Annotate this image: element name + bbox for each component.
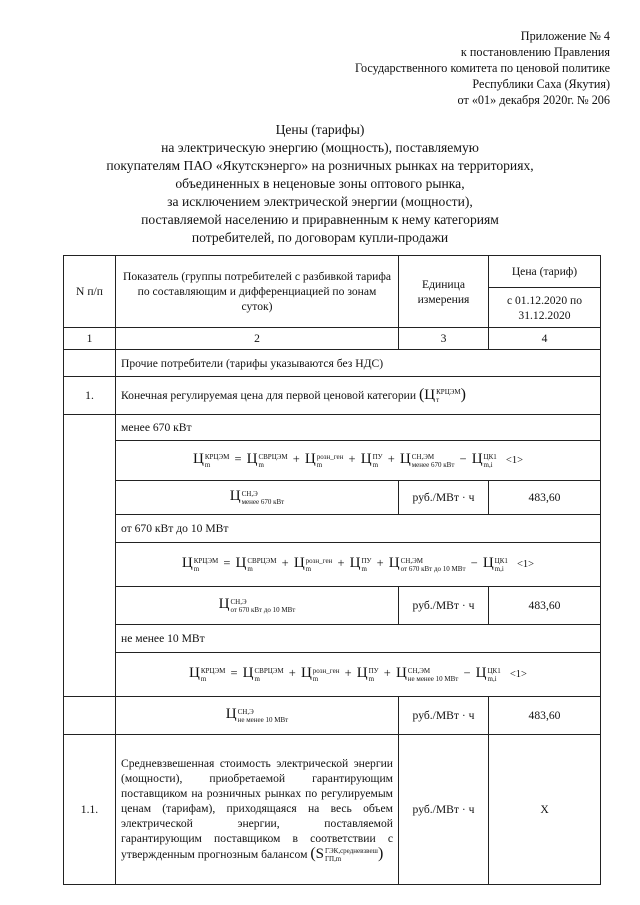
- header-period: с 01.12.2020 по 31.12.2020: [489, 288, 601, 328]
- title-line: объединенных в неценовые зоны оптового рынка,: [175, 176, 465, 191]
- component-symbol: Ц СН,Э от 670 кВт до 10 МВт: [116, 587, 399, 625]
- header-price: Цена (тариф): [489, 256, 601, 288]
- item-final-price-label: Конечная регулируемая цена для первой ценовой категории (Ц КРЦЭМ т ): [116, 377, 601, 415]
- appendix-line: к постановлению Правления: [460, 45, 610, 59]
- tariff-table: [63, 255, 601, 885]
- unit-cell: руб./МВт · ч: [399, 481, 489, 515]
- price-formula: Ц КРЦЭМ m = Ц СВРЦЭМ m + Ц розн_ген m + Ц ПУ m + Ц СН,ЭМ не менее 10 МВт − Ц ЦК1 m,i <1>: [116, 653, 601, 697]
- title-line: потребителей, по договорам купли-продажи: [191, 230, 449, 245]
- price-value: X: [489, 735, 601, 885]
- component-symbol: Ц СН,Э не менее 10 МВт: [116, 697, 399, 735]
- appendix-line: от «01» декабря 2020г. № 206: [457, 93, 610, 107]
- price-formula: Ц КРЦЭМ m = Ц СВРЦЭМ m + Ц розн_ген m + Ц ПУ m + Ц СН,ЭМ от 670 кВт до 10 МВт − Ц ЦК1 m,i <1>: [116, 543, 601, 587]
- unit-cell: руб./МВт · ч: [399, 735, 489, 885]
- section-other-consumers: Прочие потребители (тарифы указываются без НДС): [116, 350, 601, 377]
- item-number: 1.: [64, 377, 116, 415]
- group-label: менее 670 кВт: [116, 415, 601, 441]
- price-value: 483,60: [489, 697, 601, 735]
- header-number: N п/п: [64, 256, 116, 328]
- unit-cell: руб./МВт · ч: [399, 697, 489, 735]
- col-number-3: 3: [399, 328, 489, 350]
- title-line: поставляемой населению и приравненным к нему категориям: [141, 212, 499, 227]
- title-line: покупателям ПАО «Якутскэнерго» на розничных рынках на территориях,: [106, 158, 534, 173]
- header-indicator: Показатель (группы потребителей с разбивкой тарифа по составляющим и дифференциацией по зонам суток): [116, 256, 399, 328]
- item-weighted-cost: Средневзвешенная стоимость электрической энергии (мощности), приобретаемой гарантирующим поставщиком на розничных рынках по регулируемым ценам (тарифам), приходящаяся на весь объем электрической энергии, поставляемой гарантирующим поставщиком в соответствии с утвержденным прогнозным балансом (S ГЭК,средневзвеш ГП,m ): [116, 735, 399, 885]
- unit-cell: руб./МВт · ч: [399, 587, 489, 625]
- group-label: от 670 кВт до 10 МВт: [116, 515, 601, 543]
- appendix-header: [250, 28, 610, 108]
- price-value: 483,60: [489, 481, 601, 515]
- appendix-line: Приложение № 4: [520, 29, 610, 43]
- header-unit: Единица измерения: [399, 256, 489, 328]
- price-value: 483,60: [489, 587, 601, 625]
- appendix-line: Государственного комитета по ценовой политике: [355, 61, 610, 75]
- title-line: на электрическую энергию (мощность), поставляемую: [161, 140, 479, 155]
- item-number: 1.1.: [64, 735, 116, 885]
- title-line: за исключением электрической энергии (мощности),: [167, 194, 473, 209]
- col-number-2: 2: [116, 328, 399, 350]
- col-number-4: 4: [489, 328, 601, 350]
- component-symbol: Ц СН,Э менее 670 кВт: [116, 481, 399, 515]
- title-line: Цены (тарифы): [275, 122, 365, 137]
- appendix-line: Республики Саха (Якутия): [472, 77, 610, 91]
- col-number-1: 1: [64, 328, 116, 350]
- document-title: [40, 121, 600, 247]
- price-formula: Ц КРЦЭМ m = Ц СВРЦЭМ m + Ц розн_ген m + Ц ПУ m + Ц СН,ЭМ менее 670 кВт − Ц ЦК1 m,i <1>: [116, 441, 601, 481]
- group-label: не менее 10 МВт: [116, 625, 601, 653]
